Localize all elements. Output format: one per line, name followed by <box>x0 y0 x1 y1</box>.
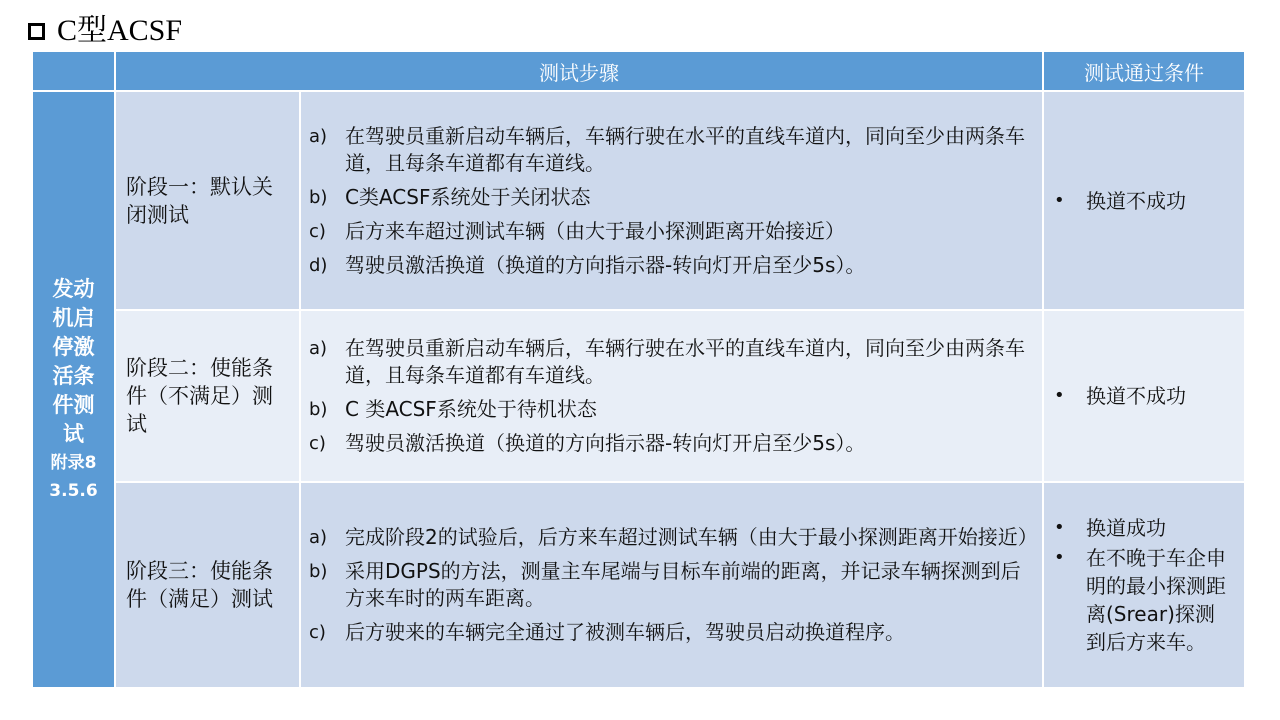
condition-item <box>1054 382 1234 410</box>
condition-text: 换道不成功 <box>1086 188 1186 213</box>
table-row <box>32 91 1245 310</box>
step-text: 驾驶员激活换道（换道的方向指示器-转向灯开启至少5s）。 <box>345 252 866 277</box>
condition-text: 换道不成功 <box>1086 384 1186 408</box>
list-item <box>309 558 1034 612</box>
page-title-text: C型ACSF <box>57 14 183 47</box>
stage-steps <box>300 482 1043 688</box>
checkbox-square-icon <box>28 23 45 40</box>
stage-condition <box>1043 482 1245 688</box>
list-item <box>309 123 1034 177</box>
step-marker: c) <box>309 622 326 643</box>
test-table <box>31 50 1246 689</box>
stage-name <box>115 91 300 310</box>
step-text: 完成阶段2的试验后，后方来车超过测试车辆（由大于最小探测距离开始接近） <box>345 525 1038 549</box>
stage-name <box>115 310 300 482</box>
step-text: 后方驶来的车辆完全通过了被测车辆后，驾驶员启动换道程序。 <box>345 620 905 644</box>
stage-name-text: 阶段三：使能条件（满足）测试 <box>126 559 273 611</box>
list-item <box>309 396 1034 423</box>
list-item <box>309 218 1034 245</box>
page-title <box>28 12 182 50</box>
stage-name-text: 阶段一：默认关闭测试 <box>126 174 273 227</box>
stage-steps <box>300 91 1043 310</box>
step-marker: c) <box>309 433 326 454</box>
condition-text: 换道成功 <box>1086 516 1166 540</box>
side-label: 发动机启停激活条件测试 <box>52 276 95 446</box>
bullet-icon: • <box>1054 189 1065 211</box>
stage-name-text: 阶段二：使能条件（不满足）测试 <box>126 356 273 436</box>
list-item <box>309 430 1034 457</box>
step-text: 驾驶员激活换道（换道的方向指示器-转向灯开启至少5s）。 <box>345 431 866 455</box>
table-row <box>32 310 1245 482</box>
header-steps: 测试步骤 <box>115 51 1043 91</box>
list-item <box>309 619 1034 646</box>
bullet-icon: • <box>1054 385 1065 406</box>
side-label-cell <box>32 91 115 688</box>
condition-item <box>1054 187 1234 215</box>
step-marker: a) <box>309 338 328 359</box>
stage-name <box>115 482 300 688</box>
table-header-row <box>32 51 1245 91</box>
list-item <box>309 524 1038 551</box>
step-marker: b) <box>309 399 328 420</box>
step-marker: b) <box>309 186 328 208</box>
bullet-icon: • <box>1054 547 1065 568</box>
step-text: C类ACSF系统处于关闭状态 <box>345 184 591 209</box>
list-item <box>309 184 1034 211</box>
stage-condition <box>1043 310 1245 482</box>
header-corner-cell <box>32 51 115 91</box>
bullet-icon: • <box>1054 517 1065 538</box>
condition-item <box>1054 544 1234 656</box>
stage-condition <box>1043 91 1245 310</box>
condition-text: 在不晚于车企申明的最小探测距离(Srear)探测到后方来车。 <box>1086 546 1226 654</box>
step-text: 在驾驶员重新启动车辆后，车辆行驶在水平的直线车道内，同向至少由两条车道，且每条车道都有车道线。 <box>345 123 1025 175</box>
step-marker: a) <box>309 527 328 548</box>
step-text: 后方来车超过测试车辆（由大于最小探测距离开始接近） <box>345 218 845 243</box>
list-item <box>309 335 1034 389</box>
header-condition: 测试通过条件 <box>1043 51 1245 91</box>
step-marker: a) <box>309 125 328 147</box>
stage-steps <box>300 310 1043 482</box>
list-item <box>309 252 1034 279</box>
side-ref-line2: 3.5.6 <box>49 480 98 501</box>
step-text: 在驾驶员重新启动车辆后，车辆行驶在水平的直线车道内，同向至少由两条车道，且每条车道都有车道线。 <box>345 336 1025 387</box>
table-row <box>32 482 1245 688</box>
step-marker: d) <box>309 254 328 276</box>
condition-item <box>1054 514 1234 542</box>
step-marker: b) <box>309 561 328 582</box>
step-text: C 类ACSF系统处于待机状态 <box>345 397 597 421</box>
step-marker: c) <box>309 220 326 242</box>
step-text: 采用DGPS的方法，测量主车尾端与目标车前端的距离，并记录车辆探测到后方来车时的两车距离。 <box>345 559 1021 610</box>
side-ref-line1: 附录8 <box>50 452 97 473</box>
